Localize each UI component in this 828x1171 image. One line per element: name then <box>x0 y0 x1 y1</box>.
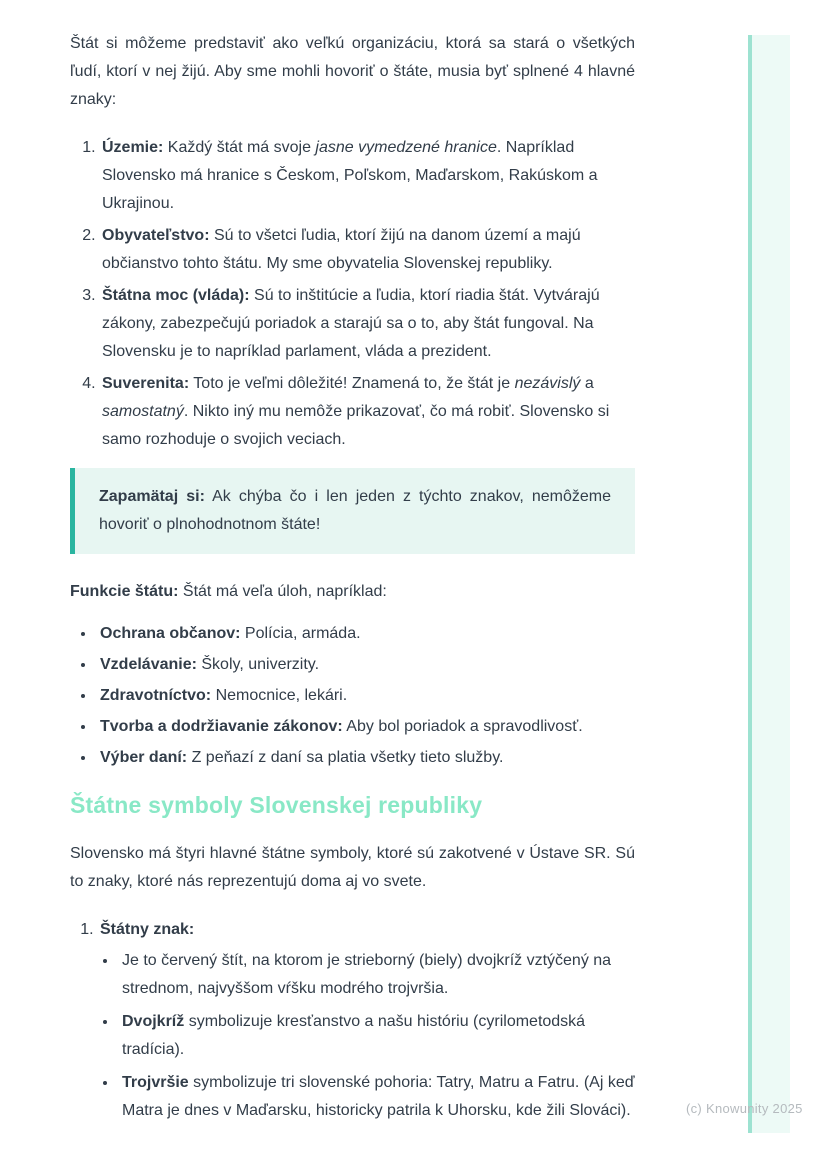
text-segment: Funkcie štátu: <box>70 583 179 600</box>
text-segment: Školy, univerzity. <box>196 656 320 673</box>
text-segment: Štátna moc (vláda): <box>102 287 250 304</box>
text-segment: Toto je veľmi dôležité! Znamená to, že štát je <box>189 375 515 392</box>
page-edge-strip <box>748 35 790 1133</box>
text-segment: Je to červený štít, na ktorom je strieborný (biely) dvojkríž vztýčený na strednom, najvyššom vŕšku modrého trojvršia. <box>122 952 612 997</box>
text-segment: samostatný <box>102 403 184 420</box>
section-heading-state-symbols: Štátne symboly Slovenskej republiky <box>70 792 483 818</box>
text-segment: Územie: <box>102 139 164 156</box>
state-function-item <box>96 620 635 648</box>
text-segment: . Nikto iný mu nemôže prikazovať, čo má robiť. Slovensko si samo rozhoduje o svojich veciach. <box>102 403 610 448</box>
symbol-point-item <box>118 1008 635 1064</box>
state-function-item <box>96 713 635 741</box>
text-segment: Výber daní: <box>100 749 188 766</box>
text-segment: symbolizuje kresťanstvo a našu históriu (cyrilometodská tradícia). <box>122 1013 586 1058</box>
text-segment: Zdravotníctvo: <box>100 687 212 704</box>
symbol-point-item <box>118 1069 635 1125</box>
state-function-item <box>96 744 635 772</box>
functions-paragraph <box>70 578 635 606</box>
text-segment: a <box>580 375 594 392</box>
text-segment: Zapamätaj si: <box>99 488 205 505</box>
text-segment: Ochrana občanov: <box>100 625 241 642</box>
symbols-intro-paragraph <box>70 840 635 896</box>
text-segment: Vzdelávanie: <box>100 656 197 673</box>
text-segment: Slovensko má štyri hlavné štátne symboly, ktoré sú zakotvené v Ústave SR. Sú to znaky, ktoré nás reprezentujú doma aj vo svete. <box>70 845 635 890</box>
state-symbol-item <box>98 916 635 1125</box>
state-features-list <box>70 134 635 454</box>
text-segment: Polícia, armáda. <box>240 625 361 642</box>
state-symbols-list <box>70 916 635 1125</box>
text-segment: jasne vymedzené hranice <box>315 139 497 156</box>
intro-paragraph <box>70 30 635 114</box>
text-segment: Sú to inštitúcie a ľudia, ktorí riadia štát. Vytvárajú zákony, zabezpečujú poriadok a starajú sa o to, aby štát fungoval. Na Slovensku je to napríklad parlament, vláda a prezident. <box>102 287 600 360</box>
state-feature-item <box>100 134 635 218</box>
state-feature-item <box>100 282 635 366</box>
text-segment: Trojvršie <box>122 1074 189 1091</box>
text-segment: Tvorba a dodržiavanie zákonov: <box>100 718 343 735</box>
text-segment: Každý štát má svoje <box>163 139 316 156</box>
text-segment: Štátny znak: <box>100 921 195 938</box>
text-segment: Štát si môžeme predstaviť ako veľkú organizáciu, ktorá sa stará o všetkých ľudí, ktorí v nej žijú. Aby sme mohli hovoriť o štáte, musia byť splnené 4 hlavné znaky: <box>70 35 635 108</box>
remember-callout <box>70 468 635 554</box>
text-segment: Sú to všetci ľudia, ktorí žijú na danom území a majú občianstvo tohto štátu. My sme obyvatelia Slovenskej republiky. <box>102 227 581 272</box>
text-segment: nezávislý <box>514 375 581 392</box>
state-feature-item <box>100 370 635 454</box>
text-segment: Aby bol poriadok a spravodlivosť. <box>342 718 583 735</box>
state-function-item <box>96 682 635 710</box>
symbol-title <box>100 916 635 944</box>
text-segment: Ak chýba čo i len jeden z týchto znakov, nemôžeme hovoriť o plnohodnotnom štáte! <box>99 488 611 533</box>
symbol-point-item <box>118 947 635 1003</box>
text-segment: Suverenita: <box>102 375 190 392</box>
text-segment: . Napríklad Slovensko má hranice s Českom, Poľskom, Maďarskom, Rakúskom a Ukrajinou. <box>102 139 598 212</box>
text-segment: Dvojkríž <box>122 1013 185 1030</box>
state-function-item <box>96 651 635 679</box>
text-segment: symbolizuje tri slovenské pohoria: Tatry, Matru a Fatru. (Aj keď Matra je dnes v Maďarsku, historicky patrila k Uhorsku, kde žili Slováci). <box>122 1074 635 1119</box>
state-feature-item <box>100 222 635 278</box>
knowunity-watermark: (c) Knowunity 2025 <box>686 1101 803 1116</box>
text-segment: Štát má veľa úloh, napríklad: <box>178 583 387 600</box>
callout-text <box>99 488 611 533</box>
text-segment: Obyvateľstvo: <box>102 227 210 244</box>
text-segment: Nemocnice, lekári. <box>211 687 348 704</box>
symbol-points-list <box>100 947 635 1125</box>
state-functions-list <box>70 620 635 772</box>
text-segment: Z peňazí z daní sa platia všetky tieto služby. <box>187 749 504 766</box>
document-page <box>70 30 635 1130</box>
